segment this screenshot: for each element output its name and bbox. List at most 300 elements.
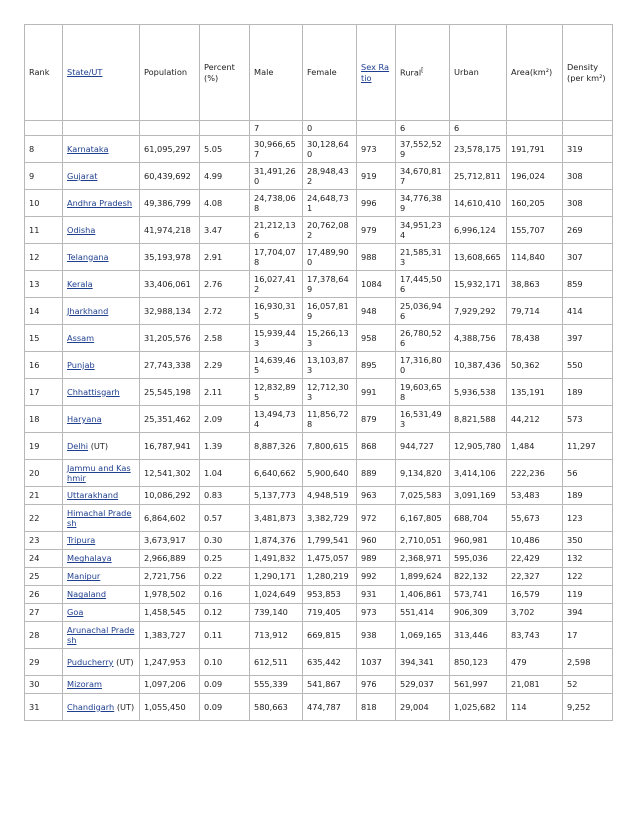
- area-cell: 155,707: [507, 217, 563, 244]
- rank-cell: 8: [25, 136, 63, 163]
- urban-cell: 313,446: [450, 622, 507, 649]
- area-cell: 50,362: [507, 352, 563, 379]
- density-cell: 859: [563, 271, 613, 298]
- state-link[interactable]: Karnataka: [67, 143, 109, 154]
- density-cell: 397: [563, 325, 613, 352]
- state-link[interactable]: Andhra Pradesh: [67, 197, 133, 208]
- sex-ratio-cell: 958: [357, 325, 396, 352]
- state-link[interactable]: Puducherry: [67, 656, 114, 667]
- percent-cell: 1.39: [200, 433, 250, 460]
- population-cell: 60,439,692: [140, 163, 200, 190]
- continuation-cell: 6: [450, 121, 507, 136]
- percent-cell: 0.57: [200, 505, 250, 532]
- state-cell[interactable]: [63, 271, 140, 298]
- state-cell[interactable]: [63, 136, 140, 163]
- male-cell: 1,491,832: [250, 550, 303, 568]
- male-cell: 16,930,315: [250, 298, 303, 325]
- male-cell: 1,024,649: [250, 586, 303, 604]
- density-cell: 307: [563, 244, 613, 271]
- urban-cell: 4,388,756: [450, 325, 507, 352]
- urban-cell: 6,996,124: [450, 217, 507, 244]
- female-cell: 12,712,303: [303, 379, 357, 406]
- header-female: Female: [303, 25, 357, 121]
- state-suffix: (UT): [116, 701, 135, 712]
- state-cell[interactable]: [63, 244, 140, 271]
- continuation-cell: 0: [303, 121, 357, 136]
- female-cell: 16,057,819: [303, 298, 357, 325]
- rank-cell: 30: [25, 676, 63, 694]
- header-state-link[interactable]: State/UT: [67, 67, 103, 78]
- continuation-row: [25, 121, 613, 136]
- rank-cell: 20: [25, 460, 63, 487]
- population-cell: 32,988,134: [140, 298, 200, 325]
- state-link[interactable]: Punjab: [67, 359, 95, 370]
- rural-cell: 529,037: [396, 676, 450, 694]
- state-cell[interactable]: [63, 676, 140, 694]
- sex-ratio-cell: 818: [357, 694, 396, 721]
- state-link[interactable]: Telangana: [67, 251, 109, 262]
- state-cell[interactable]: [63, 550, 140, 568]
- table-row: [25, 433, 613, 460]
- male-cell: 713,912: [250, 622, 303, 649]
- female-cell: 1,475,057: [303, 550, 357, 568]
- table-row: [25, 460, 613, 487]
- population-cell: 16,787,941: [140, 433, 200, 460]
- continuation-cell: [507, 121, 563, 136]
- rural-cell: 551,414: [396, 604, 450, 622]
- sex-ratio-cell: 963: [357, 487, 396, 505]
- header-percent: Percent (%): [200, 25, 250, 121]
- state-link[interactable]: Jammu and Kashmir: [67, 462, 131, 483]
- female-cell: 11,856,728: [303, 406, 357, 433]
- sex-ratio-cell: 931: [357, 586, 396, 604]
- urban-cell: 595,036: [450, 550, 507, 568]
- population-cell: 25,545,198: [140, 379, 200, 406]
- sex-ratio-cell: 979: [357, 217, 396, 244]
- percent-cell: 0.12: [200, 604, 250, 622]
- state-cell[interactable]: [63, 649, 140, 676]
- male-cell: 15,939,443: [250, 325, 303, 352]
- rural-cell: 9,134,820: [396, 460, 450, 487]
- population-cell: 49,386,799: [140, 190, 200, 217]
- urban-cell: 5,936,538: [450, 379, 507, 406]
- sex-ratio-cell: 991: [357, 379, 396, 406]
- state-cell[interactable]: [63, 379, 140, 406]
- state-suffix: (UT): [90, 440, 109, 451]
- area-cell: 79,714: [507, 298, 563, 325]
- state-link[interactable]: Mizoram: [67, 679, 103, 690]
- state-cell[interactable]: [63, 325, 140, 352]
- area-cell: 3,702: [507, 604, 563, 622]
- population-cell: 6,864,602: [140, 505, 200, 532]
- rank-cell: 15: [25, 325, 63, 352]
- population-cell: 1,458,545: [140, 604, 200, 622]
- percent-cell: 2.58: [200, 325, 250, 352]
- state-cell[interactable]: [63, 298, 140, 325]
- state-cell[interactable]: [63, 487, 140, 505]
- population-cell: 2,721,756: [140, 568, 200, 586]
- rank-cell: 26: [25, 586, 63, 604]
- urban-cell: 688,704: [450, 505, 507, 532]
- density-cell: 123: [563, 505, 613, 532]
- continuation-cell: [63, 121, 140, 136]
- sex-ratio-cell: 973: [357, 604, 396, 622]
- state-link[interactable]: Nagaland: [67, 589, 107, 600]
- female-cell: 17,378,649: [303, 271, 357, 298]
- rank-cell: 9: [25, 163, 63, 190]
- urban-cell: 7,929,292: [450, 298, 507, 325]
- table-row: [25, 487, 613, 505]
- table-row: [25, 676, 613, 694]
- male-cell: 555,339: [250, 676, 303, 694]
- sex-ratio-cell: 992: [357, 568, 396, 586]
- male-cell: 12,832,895: [250, 379, 303, 406]
- population-cell: 25,351,462: [140, 406, 200, 433]
- area-cell: 83,743: [507, 622, 563, 649]
- table-row: [25, 325, 613, 352]
- state-link[interactable]: Himachal Pradesh: [67, 507, 132, 528]
- rural-cell: 37,552,529: [396, 136, 450, 163]
- state-cell[interactable]: [63, 604, 140, 622]
- rank-cell: 10: [25, 190, 63, 217]
- urban-cell: 23,578,175: [450, 136, 507, 163]
- state-link[interactable]: Manipur: [67, 571, 101, 582]
- state-cell[interactable]: [63, 460, 140, 487]
- population-cell: 12,541,302: [140, 460, 200, 487]
- table-row: [25, 532, 613, 550]
- urban-cell: 822,132: [450, 568, 507, 586]
- male-cell: 580,663: [250, 694, 303, 721]
- rural-cell: 394,341: [396, 649, 450, 676]
- percent-cell: 0.25: [200, 550, 250, 568]
- density-cell: 573: [563, 406, 613, 433]
- area-cell: 78,438: [507, 325, 563, 352]
- male-cell: 1,874,376: [250, 532, 303, 550]
- female-cell: 28,948,432: [303, 163, 357, 190]
- male-cell: 612,511: [250, 649, 303, 676]
- percent-cell: 4.08: [200, 190, 250, 217]
- male-cell: 1,290,171: [250, 568, 303, 586]
- urban-cell: 960,981: [450, 532, 507, 550]
- population-cell: 27,743,338: [140, 352, 200, 379]
- rural-cell: 6,167,805: [396, 505, 450, 532]
- state-cell[interactable]: [63, 694, 140, 721]
- header-rank: Rank: [25, 25, 63, 121]
- continuation-cell: [25, 121, 63, 136]
- percent-cell: 2.09: [200, 406, 250, 433]
- population-cell: 41,974,218: [140, 217, 200, 244]
- state-cell[interactable]: [63, 505, 140, 532]
- state-cell[interactable]: [63, 622, 140, 649]
- rural-cell: 944,727: [396, 433, 450, 460]
- rank-cell: 27: [25, 604, 63, 622]
- urban-cell: 561,997: [450, 676, 507, 694]
- state-link[interactable]: Gujarat: [67, 170, 98, 181]
- state-link[interactable]: Uttarakhand: [67, 490, 119, 501]
- rural-cell: 1,899,624: [396, 568, 450, 586]
- state-link[interactable]: Arunachal Pradesh: [67, 624, 135, 645]
- header-state[interactable]: [63, 25, 140, 121]
- population-cell: 10,086,292: [140, 487, 200, 505]
- state-cell[interactable]: [63, 352, 140, 379]
- area-cell: 191,791: [507, 136, 563, 163]
- state-link[interactable]: Jharkhand: [67, 305, 109, 316]
- population-cell: 1,383,727: [140, 622, 200, 649]
- female-cell: 20,762,082: [303, 217, 357, 244]
- area-cell: 10,486: [507, 532, 563, 550]
- state-link[interactable]: Tripura: [67, 535, 96, 546]
- state-cell[interactable]: [63, 217, 140, 244]
- table-row: [25, 649, 613, 676]
- state-link[interactable]: Haryana: [67, 413, 102, 424]
- female-cell: 541,867: [303, 676, 357, 694]
- female-cell: 15,266,133: [303, 325, 357, 352]
- percent-cell: 2.11: [200, 379, 250, 406]
- header-rural-footnote[interactable]: [: [421, 67, 424, 75]
- rural-cell: 34,670,817: [396, 163, 450, 190]
- density-cell: 9,252: [563, 694, 613, 721]
- rank-cell: 25: [25, 568, 63, 586]
- male-cell: 8,887,326: [250, 433, 303, 460]
- female-cell: 1,799,541: [303, 532, 357, 550]
- table-row: [25, 163, 613, 190]
- state-cell[interactable]: [63, 532, 140, 550]
- sex-ratio-cell: 895: [357, 352, 396, 379]
- area-cell: 53,483: [507, 487, 563, 505]
- female-cell: 1,280,219: [303, 568, 357, 586]
- state-cell[interactable]: [63, 586, 140, 604]
- rank-cell: 21: [25, 487, 63, 505]
- percent-cell: 0.30: [200, 532, 250, 550]
- rank-cell: 22: [25, 505, 63, 532]
- sex-ratio-cell: 1037: [357, 649, 396, 676]
- percent-cell: 0.22: [200, 568, 250, 586]
- urban-cell: 573,741: [450, 586, 507, 604]
- percent-cell: 2.91: [200, 244, 250, 271]
- sex-ratio-cell: 976: [357, 676, 396, 694]
- document-page: [24, 24, 612, 721]
- female-cell: 474,787: [303, 694, 357, 721]
- female-cell: 13,103,873: [303, 352, 357, 379]
- rural-cell: 19,603,658: [396, 379, 450, 406]
- table-body: [25, 136, 613, 721]
- area-cell: 114,840: [507, 244, 563, 271]
- urban-cell: 3,414,106: [450, 460, 507, 487]
- density-cell: 11,297: [563, 433, 613, 460]
- female-cell: 7,800,615: [303, 433, 357, 460]
- male-cell: 16,027,412: [250, 271, 303, 298]
- rank-cell: 11: [25, 217, 63, 244]
- state-cell[interactable]: [63, 406, 140, 433]
- rural-cell: 16,531,493: [396, 406, 450, 433]
- header-rural: [396, 25, 450, 121]
- table-row: [25, 694, 613, 721]
- table-row: [25, 136, 613, 163]
- header-row: [25, 25, 613, 121]
- rank-cell: 17: [25, 379, 63, 406]
- population-cell: 33,406,061: [140, 271, 200, 298]
- header-sex-ratio-link[interactable]: Sex Ratio: [361, 62, 390, 83]
- table-row: [25, 190, 613, 217]
- urban-cell: 850,123: [450, 649, 507, 676]
- percent-cell: 0.16: [200, 586, 250, 604]
- rural-cell: 34,776,389: [396, 190, 450, 217]
- percent-cell: 2.29: [200, 352, 250, 379]
- table-row: [25, 406, 613, 433]
- state-link[interactable]: Odisha: [67, 224, 96, 235]
- header-urban: Urban: [450, 25, 507, 121]
- state-link[interactable]: Assam: [67, 332, 95, 343]
- continuation-cell: [357, 121, 396, 136]
- female-cell: 3,382,729: [303, 505, 357, 532]
- urban-cell: 8,821,588: [450, 406, 507, 433]
- male-cell: 31,491,260: [250, 163, 303, 190]
- continuation-cell: [200, 121, 250, 136]
- table-row: [25, 298, 613, 325]
- table-row: [25, 379, 613, 406]
- rank-cell: 31: [25, 694, 63, 721]
- percent-cell: 5.05: [200, 136, 250, 163]
- area-cell: 44,212: [507, 406, 563, 433]
- density-cell: 414: [563, 298, 613, 325]
- area-cell: 22,429: [507, 550, 563, 568]
- sex-ratio-cell: 938: [357, 622, 396, 649]
- rural-cell: 34,951,234: [396, 217, 450, 244]
- urban-cell: 15,932,171: [450, 271, 507, 298]
- rural-cell: 17,316,800: [396, 352, 450, 379]
- header-population: Population: [140, 25, 200, 121]
- state-cell[interactable]: [63, 163, 140, 190]
- population-cell: 35,193,978: [140, 244, 200, 271]
- density-cell: 119: [563, 586, 613, 604]
- area-cell: 114: [507, 694, 563, 721]
- state-cell[interactable]: [63, 190, 140, 217]
- sex-ratio-cell: 972: [357, 505, 396, 532]
- rank-cell: 14: [25, 298, 63, 325]
- population-cell: 61,095,297: [140, 136, 200, 163]
- continuation-cell: [563, 121, 613, 136]
- density-cell: 189: [563, 379, 613, 406]
- header-sex-ratio[interactable]: [357, 25, 396, 121]
- female-cell: 669,815: [303, 622, 357, 649]
- female-cell: 17,489,900: [303, 244, 357, 271]
- rank-cell: 13: [25, 271, 63, 298]
- table-row: [25, 244, 613, 271]
- population-table: [24, 24, 613, 721]
- female-cell: 635,442: [303, 649, 357, 676]
- male-cell: 14,639,465: [250, 352, 303, 379]
- sex-ratio-cell: 919: [357, 163, 396, 190]
- density-cell: 550: [563, 352, 613, 379]
- table-row: [25, 505, 613, 532]
- area-cell: 22,327: [507, 568, 563, 586]
- area-cell: 196,024: [507, 163, 563, 190]
- urban-cell: 25,712,811: [450, 163, 507, 190]
- female-cell: 4,948,519: [303, 487, 357, 505]
- state-link[interactable]: Meghalaya: [67, 553, 112, 564]
- female-cell: 953,853: [303, 586, 357, 604]
- urban-cell: 12,905,780: [450, 433, 507, 460]
- density-cell: 52: [563, 676, 613, 694]
- percent-cell: 0.11: [200, 622, 250, 649]
- sex-ratio-cell: 868: [357, 433, 396, 460]
- continuation-cell: [140, 121, 200, 136]
- density-cell: 56: [563, 460, 613, 487]
- female-cell: 30,128,640: [303, 136, 357, 163]
- area-cell: 222,236: [507, 460, 563, 487]
- sex-ratio-cell: 973: [357, 136, 396, 163]
- area-cell: 16,579: [507, 586, 563, 604]
- state-link[interactable]: Delhi: [67, 440, 89, 451]
- header-density: Density (per km²): [563, 25, 613, 121]
- urban-cell: 1,025,682: [450, 694, 507, 721]
- rural-cell: 25,036,946: [396, 298, 450, 325]
- male-cell: 17,704,078: [250, 244, 303, 271]
- table-row: [25, 352, 613, 379]
- male-cell: 13,494,734: [250, 406, 303, 433]
- state-link[interactable]: Goa: [67, 607, 84, 618]
- percent-cell: 2.76: [200, 271, 250, 298]
- state-cell[interactable]: [63, 433, 140, 460]
- area-cell: 160,205: [507, 190, 563, 217]
- urban-cell: 10,387,436: [450, 352, 507, 379]
- sex-ratio-cell: 989: [357, 550, 396, 568]
- percent-cell: 0.09: [200, 694, 250, 721]
- percent-cell: 0.09: [200, 676, 250, 694]
- area-cell: 1,484: [507, 433, 563, 460]
- state-cell[interactable]: [63, 568, 140, 586]
- sex-ratio-cell: 988: [357, 244, 396, 271]
- continuation-cell: 6: [396, 121, 450, 136]
- table-row: [25, 568, 613, 586]
- percent-cell: 4.99: [200, 163, 250, 190]
- state-link[interactable]: Chandigarh: [67, 701, 115, 712]
- density-cell: 319: [563, 136, 613, 163]
- state-link[interactable]: Kerala: [67, 278, 93, 289]
- rural-cell: 1,069,165: [396, 622, 450, 649]
- header-rural-label: Rural: [400, 68, 422, 79]
- rural-cell: 26,780,526: [396, 325, 450, 352]
- density-cell: 132: [563, 550, 613, 568]
- sex-ratio-cell: 948: [357, 298, 396, 325]
- state-link[interactable]: Chhattisgarh: [67, 386, 120, 397]
- male-cell: 3,481,873: [250, 505, 303, 532]
- header-area: Area(km²): [507, 25, 563, 121]
- male-cell: 6,640,662: [250, 460, 303, 487]
- density-cell: 269: [563, 217, 613, 244]
- density-cell: 350: [563, 532, 613, 550]
- rural-cell: 17,445,506: [396, 271, 450, 298]
- female-cell: 5,900,640: [303, 460, 357, 487]
- sex-ratio-cell: 1084: [357, 271, 396, 298]
- rank-cell: 28: [25, 622, 63, 649]
- male-cell: 5,137,773: [250, 487, 303, 505]
- female-cell: 24,648,731: [303, 190, 357, 217]
- density-cell: 394: [563, 604, 613, 622]
- density-cell: 189: [563, 487, 613, 505]
- table-row: [25, 622, 613, 649]
- urban-cell: 906,309: [450, 604, 507, 622]
- area-cell: 479: [507, 649, 563, 676]
- header-male: Male: [250, 25, 303, 121]
- density-cell: 308: [563, 163, 613, 190]
- percent-cell: 0.10: [200, 649, 250, 676]
- density-cell: 17: [563, 622, 613, 649]
- density-cell: 2,598: [563, 649, 613, 676]
- female-cell: 719,405: [303, 604, 357, 622]
- population-cell: 2,966,889: [140, 550, 200, 568]
- percent-cell: 2.72: [200, 298, 250, 325]
